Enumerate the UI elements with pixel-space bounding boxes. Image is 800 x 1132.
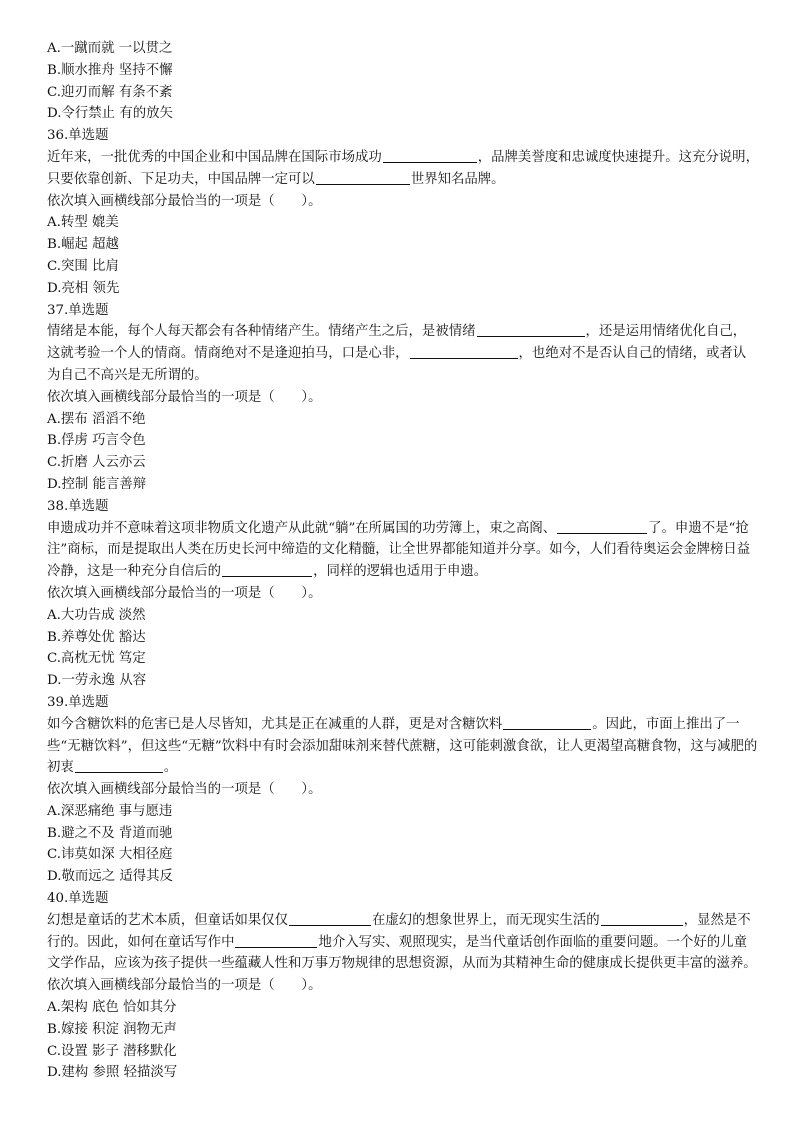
question-prompt: 依次填入画横线部分最恰当的一项是（ ）。 — [47, 389, 322, 405]
question-stem: 近年来，一批优秀的中国企业和中国品牌在国际市场成功 ，品牌美誉度和忠诚度快速提升。这充分说明，只要依靠创新、下足功夫，中国品牌一定可以 世界知名品牌。 — [47, 149, 759, 187]
answer-blank — [601, 911, 683, 926]
option: B.嫁接 积淀 润物无声 — [47, 1021, 177, 1037]
option: A.摆布 滔滔不绝 — [47, 411, 146, 427]
question-header: 38.单选题 — [47, 498, 109, 514]
question-header: 40.单选题 — [47, 891, 109, 907]
option: C.迎刃而解 有条不紊 — [47, 84, 173, 100]
question-prompt: 依次填入画横线部分最恰当的一项是（ ）。 — [47, 585, 322, 601]
option: D.敬而远之 适得其反 — [47, 869, 173, 885]
question-stem: 幻想是童话的艺术本质，但童话如果仅仅 在虚幻的想象世界上，而无现实生活的 ，显然是不行的。因此，如何在童话写作中 地介入写实、观照现实，是当代童话创作面临的重要问题。一个好的儿童文学作品，应该为孩子提供一些蕴藏人性和万事万物规律的思想资源，从而为其精神生命的健康成长提供更丰富的滋养。 — [47, 912, 757, 972]
answer-blank — [75, 758, 163, 773]
option: A.架构 底色 恰如其分 — [47, 1000, 177, 1016]
answer-blank — [235, 933, 317, 948]
question-38 — [47, 496, 759, 692]
option: C.折磨 人云亦云 — [47, 455, 146, 471]
question-36 — [47, 125, 759, 299]
answer-blank — [410, 344, 518, 359]
option: C.讳莫如深 大相径庭 — [47, 847, 173, 863]
option: B.崛起 超越 — [47, 237, 119, 253]
answer-blank — [557, 519, 647, 534]
answer-blank — [316, 170, 410, 185]
question-prompt: 依次填入画横线部分最恰当的一项是（ ）。 — [47, 782, 322, 798]
question-header: 36.单选题 — [47, 128, 109, 144]
question-header: 37.单选题 — [47, 302, 109, 318]
option: B.顺水推舟 坚持不懈 — [47, 62, 173, 78]
question-stem: 申遗成功并不意味着这项非物质文化遗产从此就“躺”在所属国的功劳簿上，束之高阁、 了。申遗不是“抢注”商标，而是提取出人类在历史长河中缔造的文化精髓，让全世界都能知道并分享。如今，人们看待奥运会金牌榜日益冷静，这是一种充分自信后的 ，同样的逻辑也适用于申遗。 — [47, 520, 751, 580]
option: D.控制 能言善辩 — [47, 476, 147, 492]
option: B.避之不及 背道而驰 — [47, 825, 173, 841]
option: A.大功告成 淡然 — [47, 607, 146, 623]
option: C.突围 比肩 — [47, 258, 119, 274]
answer-blank — [222, 562, 312, 577]
option: B.养尊处优 豁达 — [47, 629, 146, 645]
exam-page — [47, 38, 759, 1084]
option: C.高枕无忧 笃定 — [47, 651, 146, 667]
question-40 — [47, 888, 759, 1084]
option: D.亮相 领先 — [47, 280, 120, 296]
question-39 — [47, 692, 759, 888]
question-prompt: 依次填入画横线部分最恰当的一项是（ ）。 — [47, 193, 322, 209]
option: B.俘虏 巧言令色 — [47, 433, 146, 449]
answer-blank — [289, 911, 371, 926]
question-stem: 如今含糖饮料的危害已是人尽皆知，尤其是正在减重的人群，更是对含糖饮料 。因此，市面上推出了一些“无糖饮料”，但这些“无糖”饮料中有时会添加甜味剂来替代蔗糖，这可能刺激食欲，让人更渴望高糖食物，这与减肥的初衷 。 — [47, 716, 758, 776]
answer-blank — [383, 148, 477, 163]
question-stem: 情绪是本能，每个人每天都会有各种情绪产生。情绪产生之后，是被情绪 ，还是运用情绪优化自己，这就考验一个人的情商。情商绝对不是逢迎拍马，口是心非， ，也绝对不是否认自己的情绪，或者认为自己不高兴是无所谓的。 — [47, 324, 747, 383]
option: A.一蹴而就 一以贯之 — [47, 41, 173, 56]
option: A.转型 媲美 — [47, 215, 119, 231]
prev-question-options — [47, 38, 759, 125]
option: A.深恶痛绝 事与愿违 — [47, 803, 173, 819]
option: C.设置 影子 潜移默化 — [47, 1043, 177, 1059]
option: D.令行禁止 有的放矢 — [47, 106, 173, 122]
answer-blank — [477, 322, 585, 337]
option: D.一劳永逸 从容 — [47, 673, 147, 689]
answer-blank — [503, 715, 591, 730]
question-prompt: 依次填入画横线部分最恰当的一项是（ ）。 — [47, 978, 322, 994]
question-header: 39.单选题 — [47, 694, 109, 710]
option: D.建构 参照 轻描淡写 — [47, 1065, 178, 1081]
question-37 — [47, 300, 759, 496]
